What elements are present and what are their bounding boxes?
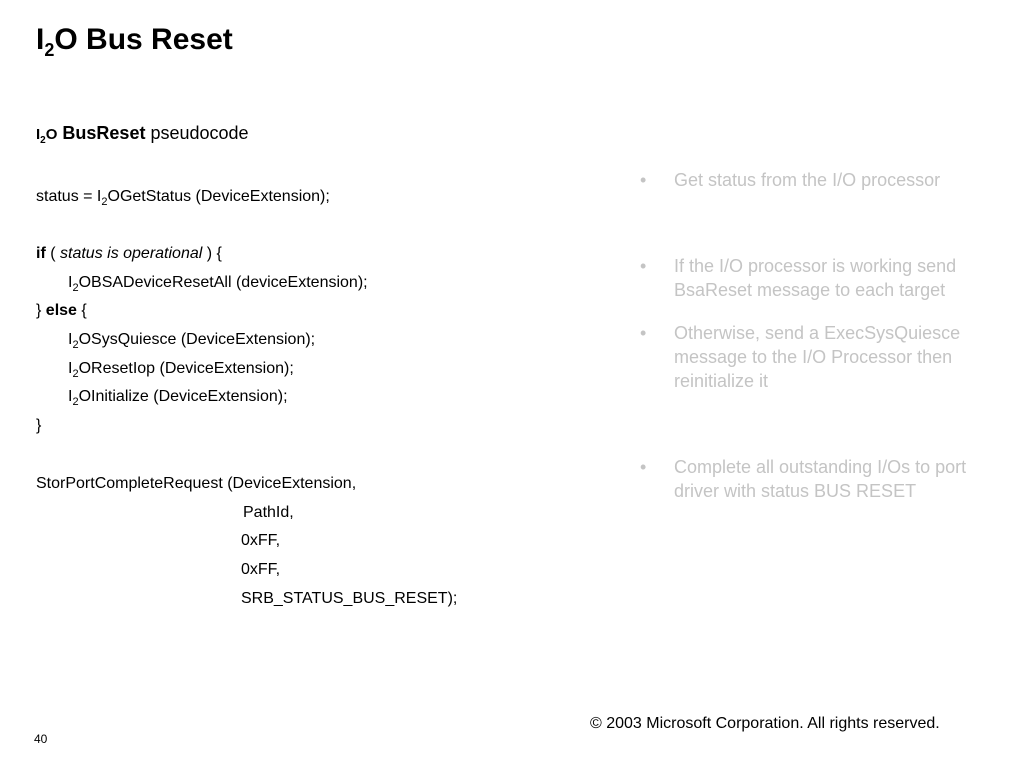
code-line-if: [36, 243, 222, 265]
code-line-reset-all: [68, 272, 368, 294]
code-subscript: 2: [72, 339, 79, 351]
code-text: I: [68, 274, 73, 291]
code-text: I: [68, 388, 73, 405]
code-text: }: [36, 302, 46, 319]
code-line-initialize: [68, 386, 288, 408]
code-line-else: [36, 300, 87, 322]
code-text: OBSADeviceResetAll (deviceExtension);: [78, 274, 368, 291]
code-line-sys-quiesce: [68, 329, 315, 351]
code-heading-rest: pseudocode: [145, 123, 249, 143]
code-line-arg-status: SRB_STATUS_BUS_RESET);: [241, 590, 458, 607]
note-item: [640, 455, 1005, 503]
slide-title-rest: O Bus Reset: [54, 23, 233, 56]
bullet-icon: •: [640, 170, 647, 190]
bullet-icon: •: [640, 323, 647, 343]
slide-title-subscript: 2: [44, 40, 55, 60]
code-keyword: else: [45, 302, 77, 319]
code-subscript: 2: [72, 396, 79, 408]
bullet-icon: •: [640, 457, 647, 477]
code-heading: [36, 120, 249, 148]
code-text: OResetIop (DeviceExtension);: [78, 360, 294, 377]
code-heading-bold: BusReset: [62, 123, 146, 143]
code-text: OSysQuiesce (DeviceExtension);: [78, 331, 316, 348]
code-keyword: if: [36, 245, 46, 262]
code-line-arg-ff-2: 0xFF,: [241, 561, 281, 578]
code-line-arg-pathid: PathId,: [243, 504, 294, 521]
page-number: 40: [34, 732, 48, 746]
code-condition: status is operational: [60, 245, 203, 262]
code-subscript: 2: [72, 282, 79, 294]
code-text: status = I: [36, 188, 102, 205]
note-item: [640, 254, 1005, 302]
code-heading-subscript: 2: [40, 135, 46, 146]
note-text: Complete all outstanding I/Os to port driver with status BUS RESET: [674, 457, 967, 501]
code-text: I: [68, 331, 73, 348]
code-text: I: [68, 360, 73, 377]
note-item: [640, 168, 1005, 192]
code-heading-prefix-rest: O: [45, 126, 58, 143]
note-text: If the I/O processor is working send BsaReset message to each target: [674, 256, 957, 300]
code-subscript: 2: [101, 196, 108, 208]
code-line-close-brace: }: [36, 417, 42, 434]
slide-title-prefix: I: [36, 23, 45, 56]
code-line-complete-request: StorPortCompleteRequest (DeviceExtension,: [36, 475, 357, 492]
copyright-notice: © 2003 Microsoft Corporation. All rights reserved.: [590, 715, 940, 732]
code-text: OInitialize (DeviceExtension);: [78, 388, 288, 405]
code-line-get-status: [36, 186, 330, 208]
code-text: {: [76, 302, 87, 319]
note-item: [640, 321, 1005, 393]
code-heading-i2o: [36, 126, 58, 146]
code-text: ) {: [202, 245, 222, 262]
slide-title: [36, 20, 233, 60]
code-text: (: [45, 245, 60, 262]
note-text: Get status from the I/O processor: [674, 170, 941, 190]
bullet-icon: •: [640, 256, 647, 276]
note-text: Otherwise, send a ExecSysQuiesce message to the I/O Processor then reinitialize it: [674, 323, 961, 391]
code-line-arg-ff-1: 0xFF,: [241, 532, 281, 549]
code-line-reset-iop: [68, 358, 294, 380]
notes-panel: [640, 0, 1010, 768]
code-heading-prefix: I: [36, 126, 41, 143]
code-text: OGetStatus (DeviceExtension);: [107, 188, 330, 205]
code-subscript: 2: [72, 368, 79, 380]
